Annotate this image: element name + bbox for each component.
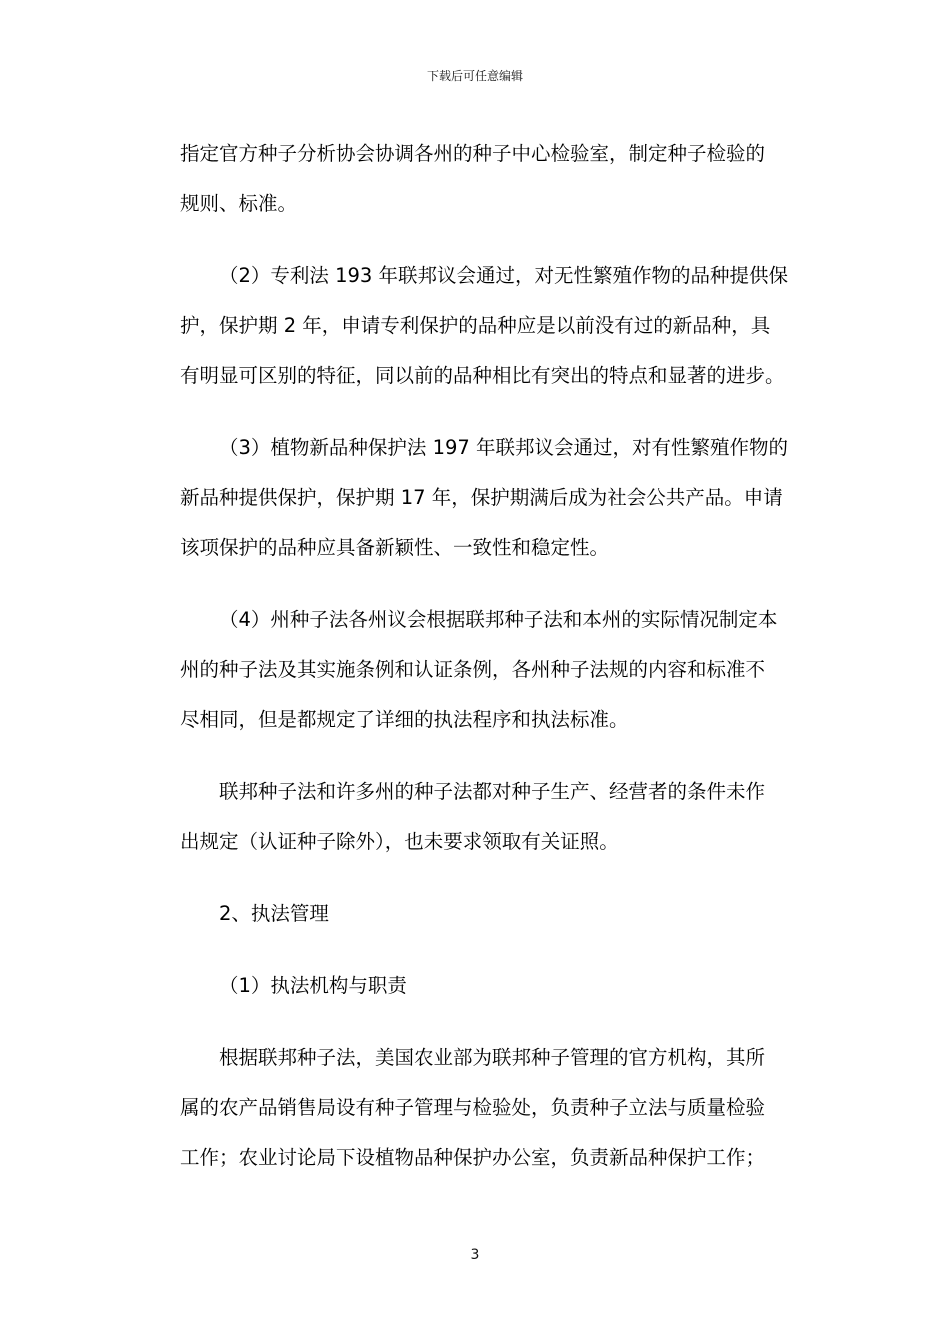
text-line: 出规定（认证种子除外），也未要求领取有关证照。 <box>180 830 619 853</box>
subsection-heading-agencies <box>180 961 775 1011</box>
text-line: 该项保护的品种应具备新颖性、一致性和稳定性。 <box>180 536 610 559</box>
text-line: 新品种提供保护，保护期 17 年，保护期满后成为社会公共产品。申请 <box>180 486 783 509</box>
section-heading: 2、执法管理 <box>219 902 329 925</box>
paragraph-usda-agencies <box>180 1033 775 1183</box>
paragraph-plant-variety-protection-law <box>180 423 789 573</box>
text-line: （3）植物新品种保护法 197 年联邦议会通过，对有性繁殖作物的 <box>219 436 789 459</box>
text-line: 护，保护期 2 年，申请专利保护的品种应是以前没有过的新品种，具 <box>180 314 771 337</box>
paragraph-state-seed-law <box>180 595 778 745</box>
text-line: （2）专利法 193 年联邦议会通过，对无性繁殖作物的品种提供保 <box>219 264 789 287</box>
page-header-note: 下载后可任意编辑 <box>426 69 523 83</box>
text-line: （4）州种子法各州议会根据联邦种子法和本州的实际情况制定本 <box>219 608 778 631</box>
text-line: 根据联邦种子法，美国农业部为联邦种子管理的官方机构，其所 <box>219 1046 766 1069</box>
text-line: 指定官方种子分析协会协调各州的种子中心检验室，制定种子检验的 <box>180 142 766 165</box>
text-line: 州的种子法及其实施条例和认证条例，各州种子法规的内容和标准不 <box>180 658 766 681</box>
subsection-heading: （1）执法机构与职责 <box>219 974 407 997</box>
text-line: 工作；农业讨论局下设植物品种保护办公室，负责新品种保护工作； <box>180 1146 766 1169</box>
text-line: 尽相同，但是都规定了详细的执法程序和执法标准。 <box>180 708 629 731</box>
section-heading-enforcement <box>180 889 775 939</box>
page-number: 3 <box>470 1247 480 1263</box>
text-line: 属的农产品销售局设有种子管理与检验处，负责种子立法与质量检验 <box>180 1096 766 1119</box>
paragraph-producer-conditions <box>180 767 775 867</box>
paragraph-patent-law <box>180 251 789 401</box>
text-line: 有明显可区别的特征，同以前的品种相比有突出的特点和显著的进步。 <box>180 364 785 387</box>
text-line: 规则、标准。 <box>180 192 298 215</box>
paragraph-seed-testing-rules <box>180 129 775 229</box>
document-body <box>180 129 789 1205</box>
text-line: 联邦种子法和许多州的种子法都对种子生产、经营者的条件未作 <box>219 780 766 803</box>
